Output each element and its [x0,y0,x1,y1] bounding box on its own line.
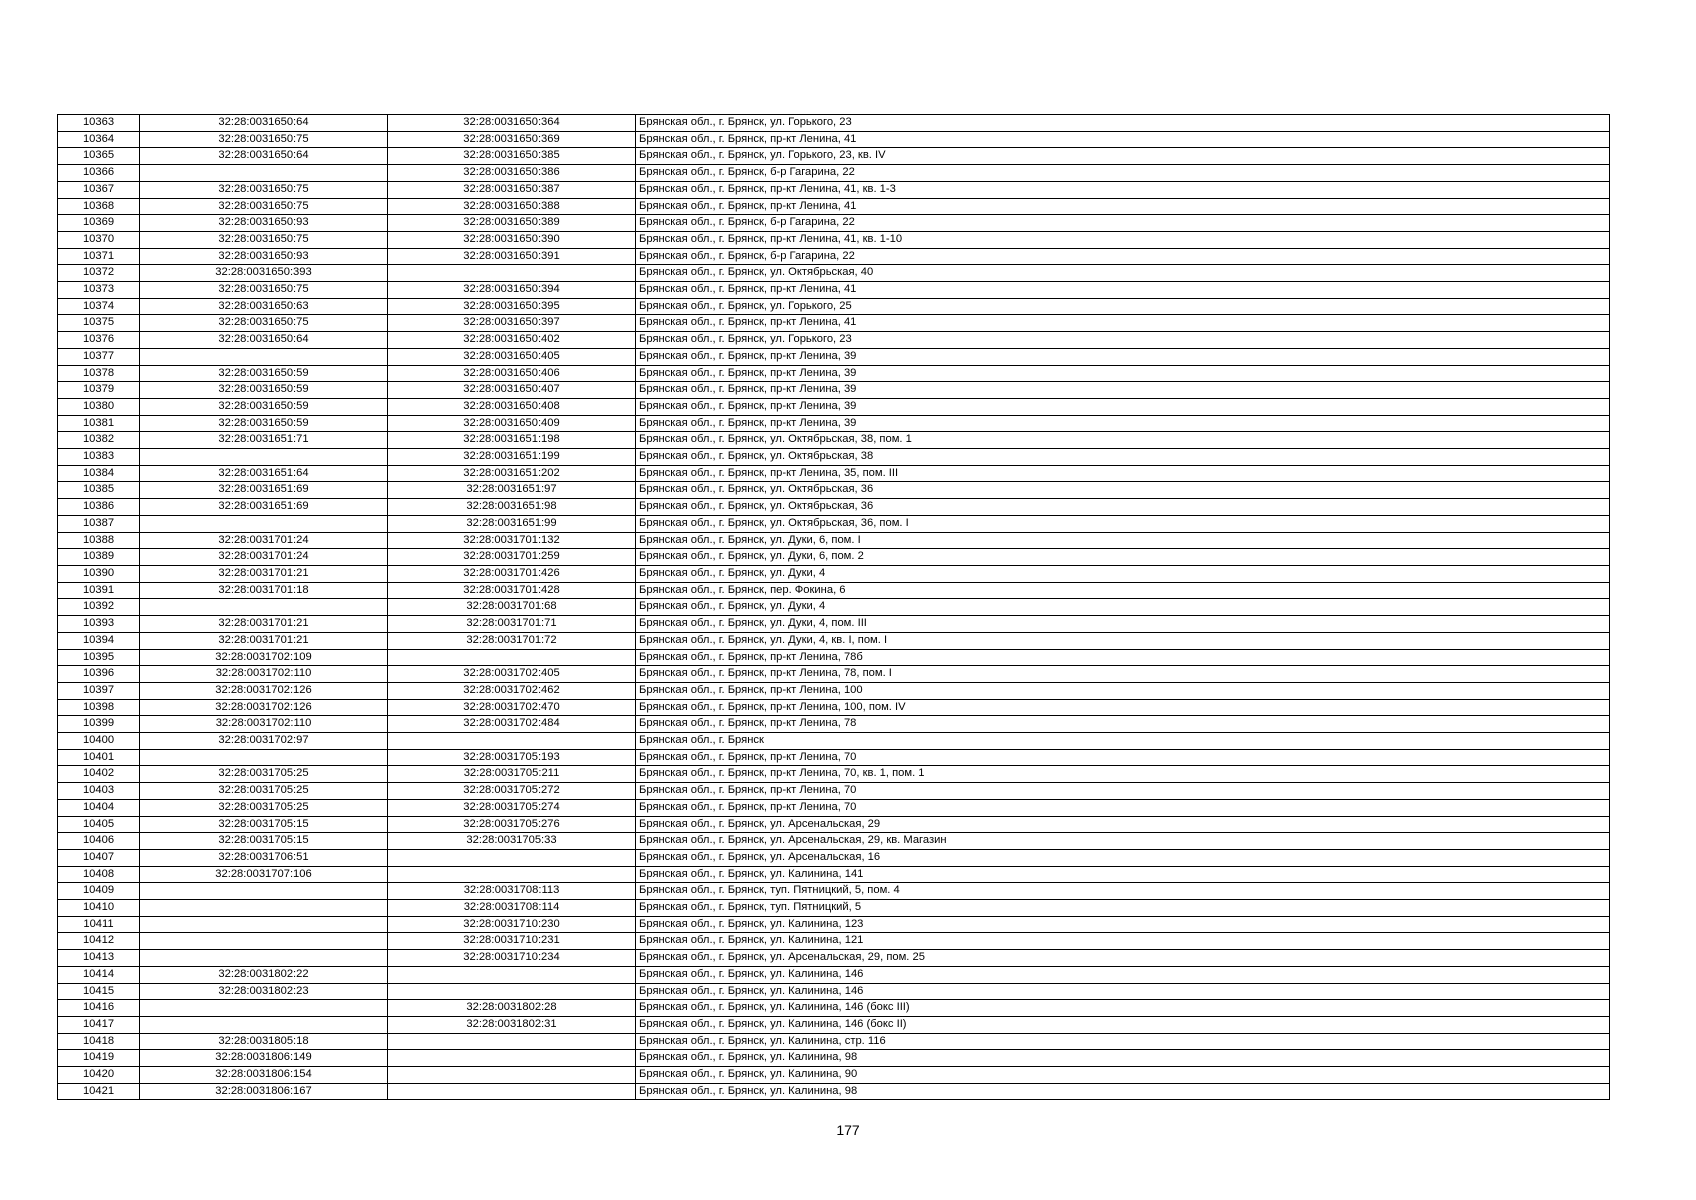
row-number-cell: 10411 [58,916,140,933]
row-number-cell: 10371 [58,248,140,265]
table-row [58,449,1610,466]
cadastral-number-cell: 32:28:0031806:154 [140,1067,388,1084]
row-number-cell: 10413 [58,950,140,967]
row-number-cell: 10365 [58,148,140,165]
cadastral-number-cell: 32:28:0031701:24 [140,532,388,549]
object-cadastral-number-cell: 32:28:0031701:68 [388,599,636,616]
address-cell: Брянская обл., г. Брянск, ул. Октябрьская, 36 [636,482,1610,499]
address-cell: Брянская обл., г. Брянск, ул. Дуки, 4 [636,599,1610,616]
address-cell: Брянская обл., г. Брянск, пр-кт Ленина, 41, кв. 1-10 [636,231,1610,248]
row-number-cell: 10406 [58,833,140,850]
object-cadastral-number-cell: 32:28:0031705:33 [388,833,636,850]
cadastral-number-cell [140,165,388,182]
table-row [58,465,1610,482]
object-cadastral-number-cell: 32:28:0031708:113 [388,883,636,900]
table-row [58,666,1610,683]
cadastral-number-cell: 32:28:0031650:75 [140,198,388,215]
table-row [58,265,1610,282]
row-number-cell: 10367 [58,181,140,198]
cadastral-number-cell: 32:28:0031650:59 [140,365,388,382]
object-cadastral-number-cell: 32:28:0031710:230 [388,916,636,933]
table-row [58,432,1610,449]
address-cell: Брянская обл., г. Брянск, пр-кт Ленина, 70, кв. 1, пом. 1 [636,766,1610,783]
address-cell: Брянская обл., г. Брянск, пр-кт Ленина, 70 [636,749,1610,766]
row-number-cell: 10416 [58,1000,140,1017]
cadastral-number-cell: 32:28:0031806:149 [140,1050,388,1067]
cadastral-number-cell [140,348,388,365]
row-number-cell: 10382 [58,432,140,449]
cadastral-number-cell: 32:28:0031805:18 [140,1033,388,1050]
object-cadastral-number-cell: 32:28:0031701:132 [388,532,636,549]
cadastral-number-cell: 32:28:0031701:21 [140,616,388,633]
address-cell: Брянская обл., г. Брянск, пр-кт Ленина, 70 [636,783,1610,800]
row-number-cell: 10383 [58,449,140,466]
address-cell: Брянская обл., г. Брянск, ул. Калинина, стр. 116 [636,1033,1610,1050]
cadastral-number-cell: 32:28:0031702:126 [140,699,388,716]
address-cell: Брянская обл., г. Брянск, ул. Октябрьская, 38, пом. 1 [636,432,1610,449]
table-row [58,766,1610,783]
row-number-cell: 10401 [58,749,140,766]
cadastral-number-cell: 32:28:0031650:59 [140,382,388,399]
table-row [58,231,1610,248]
table-row [58,716,1610,733]
object-cadastral-number-cell [388,733,636,750]
table-row [58,1083,1610,1100]
row-number-cell: 10380 [58,398,140,415]
table-row [58,1033,1610,1050]
address-cell: Брянская обл., г. Брянск, пр-кт Ленина, 39 [636,382,1610,399]
row-number-cell: 10418 [58,1033,140,1050]
table-row [58,298,1610,315]
object-cadastral-number-cell: 32:28:0031651:199 [388,449,636,466]
object-cadastral-number-cell: 32:28:0031650:402 [388,332,636,349]
row-number-cell: 10385 [58,482,140,499]
cadastral-number-cell: 32:28:0031705:15 [140,816,388,833]
cadastral-number-cell: 32:28:0031705:25 [140,799,388,816]
cadastral-number-cell [140,916,388,933]
address-cell: Брянская обл., г. Брянск, ул. Дуки, 6, пом. 2 [636,549,1610,566]
table-row [58,1016,1610,1033]
table-row [58,649,1610,666]
table-row [58,549,1610,566]
table-row [58,398,1610,415]
table-row [58,515,1610,532]
row-number-cell: 10389 [58,549,140,566]
table-row [58,532,1610,549]
address-cell: Брянская обл., г. Брянск, пр-кт Ленина, 39 [636,348,1610,365]
cadastral-number-cell: 32:28:0031650:393 [140,265,388,282]
object-cadastral-number-cell: 32:28:0031650:397 [388,315,636,332]
address-cell: Брянская обл., г. Брянск, б-р Гагарина, 22 [636,165,1610,182]
object-cadastral-number-cell: 32:28:0031650:405 [388,348,636,365]
object-cadastral-number-cell [388,966,636,983]
object-cadastral-number-cell: 32:28:0031702:470 [388,699,636,716]
table-row [58,365,1610,382]
object-cadastral-number-cell: 32:28:0031650:391 [388,248,636,265]
object-cadastral-number-cell [388,983,636,1000]
row-number-cell: 10407 [58,849,140,866]
row-number-cell: 10374 [58,298,140,315]
object-cadastral-number-cell: 32:28:0031701:259 [388,549,636,566]
object-cadastral-number-cell: 32:28:0031701:426 [388,565,636,582]
object-cadastral-number-cell: 32:28:0031650:387 [388,181,636,198]
object-cadastral-number-cell: 32:28:0031708:114 [388,900,636,917]
object-cadastral-number-cell: 32:28:0031650:407 [388,382,636,399]
address-cell: Брянская обл., г. Брянск, пр-кт Ленина, 39 [636,415,1610,432]
address-cell: Брянская обл., г. Брянск, ул. Арсенальская, 29, кв. Магазин [636,833,1610,850]
row-number-cell: 10388 [58,532,140,549]
row-number-cell: 10408 [58,866,140,883]
cadastral-number-cell: 32:28:0031701:24 [140,549,388,566]
cadastral-number-cell: 32:28:0031650:75 [140,231,388,248]
cadastral-number-cell: 32:28:0031702:126 [140,682,388,699]
address-cell: Брянская обл., г. Брянск, ул. Октябрьская, 40 [636,265,1610,282]
address-cell: Брянская обл., г. Брянск, ул. Арсенальская, 16 [636,849,1610,866]
address-cell: Брянская обл., г. Брянск, ул. Калинина, 90 [636,1067,1610,1084]
address-cell: Брянская обл., г. Брянск, пр-кт Ленина, 39 [636,398,1610,415]
table-row [58,181,1610,198]
object-cadastral-number-cell: 32:28:0031802:28 [388,1000,636,1017]
address-cell: Брянская обл., г. Брянск, ул. Калинина, 123 [636,916,1610,933]
table-row [58,248,1610,265]
row-number-cell: 10387 [58,515,140,532]
address-cell: Брянская обл., г. Брянск, ул. Калинина, 98 [636,1083,1610,1100]
cadastral-number-cell: 32:28:0031706:51 [140,849,388,866]
cadastral-number-cell: 32:28:0031650:59 [140,415,388,432]
cadastral-number-cell: 32:28:0031650:64 [140,148,388,165]
row-number-cell: 10384 [58,465,140,482]
object-cadastral-number-cell: 32:28:0031650:389 [388,215,636,232]
address-cell: Брянская обл., г. Брянск, туп. Пятницкий, 5, пом. 4 [636,883,1610,900]
row-number-cell: 10379 [58,382,140,399]
row-number-cell: 10364 [58,131,140,148]
address-cell: Брянская обл., г. Брянск, пер. Фокина, 6 [636,582,1610,599]
table-row [58,749,1610,766]
object-cadastral-number-cell: 32:28:0031651:99 [388,515,636,532]
table-row [58,1067,1610,1084]
object-cadastral-number-cell: 32:28:0031701:428 [388,582,636,599]
table-row [58,1050,1610,1067]
cadastral-number-cell: 32:28:0031651:71 [140,432,388,449]
object-cadastral-number-cell: 32:28:0031705:274 [388,799,636,816]
row-number-cell: 10366 [58,165,140,182]
row-number-cell: 10373 [58,282,140,299]
table-row [58,733,1610,750]
row-number-cell: 10390 [58,565,140,582]
object-cadastral-number-cell [388,849,636,866]
table-row [58,799,1610,816]
object-cadastral-number-cell: 32:28:0031702:405 [388,666,636,683]
register-table [57,114,1610,1100]
address-cell: Брянская обл., г. Брянск, б-р Гагарина, 22 [636,248,1610,265]
address-cell: Брянская обл., г. Брянск, пр-кт Ленина, 70 [636,799,1610,816]
cadastral-number-cell: 32:28:0031651:64 [140,465,388,482]
table-row [58,849,1610,866]
address-cell: Брянская обл., г. Брянск, туп. Пятницкий, 5 [636,900,1610,917]
object-cadastral-number-cell: 32:28:0031650:409 [388,415,636,432]
address-cell: Брянская обл., г. Брянск, пр-кт Ленина, 41 [636,131,1610,148]
object-cadastral-number-cell: 32:28:0031705:193 [388,749,636,766]
row-number-cell: 10420 [58,1067,140,1084]
object-cadastral-number-cell: 32:28:0031650:390 [388,231,636,248]
table-row [58,332,1610,349]
row-number-cell: 10397 [58,682,140,699]
object-cadastral-number-cell: 32:28:0031701:71 [388,616,636,633]
object-cadastral-number-cell: 32:28:0031650:385 [388,148,636,165]
row-number-cell: 10410 [58,900,140,917]
row-number-cell: 10386 [58,499,140,516]
address-cell: Брянская обл., г. Брянск, пр-кт Ленина, 100 [636,682,1610,699]
row-number-cell: 10375 [58,315,140,332]
row-number-cell: 10414 [58,966,140,983]
row-number-cell: 10393 [58,616,140,633]
row-number-cell: 10403 [58,783,140,800]
address-cell: Брянская обл., г. Брянск, пр-кт Ленина, 41 [636,198,1610,215]
cadastral-number-cell: 32:28:0031650:59 [140,398,388,415]
cadastral-number-cell: 32:28:0031705:25 [140,783,388,800]
object-cadastral-number-cell: 32:28:0031651:98 [388,499,636,516]
object-cadastral-number-cell [388,1067,636,1084]
address-cell: Брянская обл., г. Брянск, пр-кт Ленина, 39 [636,365,1610,382]
address-cell: Брянская обл., г. Брянск, пр-кт Ленина, 78 [636,716,1610,733]
row-number-cell: 10376 [58,332,140,349]
object-cadastral-number-cell: 32:28:0031650:386 [388,165,636,182]
table-row [58,616,1610,633]
cadastral-number-cell: 32:28:0031650:93 [140,215,388,232]
table-row [58,382,1610,399]
address-cell: Брянская обл., г. Брянск, пр-кт Ленина, 41 [636,282,1610,299]
table-row [58,983,1610,1000]
row-number-cell: 10409 [58,883,140,900]
object-cadastral-number-cell: 32:28:0031705:211 [388,766,636,783]
table-row [58,1000,1610,1017]
table-row [58,966,1610,983]
cadastral-number-cell: 32:28:0031651:69 [140,499,388,516]
address-cell: Брянская обл., г. Брянск, ул. Арсенальская, 29, пом. 25 [636,950,1610,967]
object-cadastral-number-cell: 32:28:0031701:72 [388,632,636,649]
row-number-cell: 10391 [58,582,140,599]
object-cadastral-number-cell: 32:28:0031710:234 [388,950,636,967]
address-cell: Брянская обл., г. Брянск, ул. Дуки, 4, кв. I, пом. I [636,632,1610,649]
cadastral-number-cell: 32:28:0031702:109 [140,649,388,666]
cadastral-number-cell: 32:28:0031650:64 [140,115,388,132]
row-number-cell: 10368 [58,198,140,215]
table-row [58,282,1610,299]
table-row [58,933,1610,950]
address-cell: Брянская обл., г. Брянск, ул. Калинина, 98 [636,1050,1610,1067]
row-number-cell: 10415 [58,983,140,1000]
table-row [58,415,1610,432]
address-cell: Брянская обл., г. Брянск, пр-кт Ленина, 41 [636,315,1610,332]
cadastral-number-cell: 32:28:0031650:75 [140,181,388,198]
row-number-cell: 10421 [58,1083,140,1100]
cadastral-number-cell [140,900,388,917]
row-number-cell: 10372 [58,265,140,282]
cadastral-number-cell: 32:28:0031806:167 [140,1083,388,1100]
table-row [58,348,1610,365]
address-cell: Брянская обл., г. Брянск, ул. Октябрьская, 36 [636,499,1610,516]
page-number: 177 [836,1122,860,1138]
cadastral-number-cell: 32:28:0031650:93 [140,248,388,265]
row-number-cell: 10381 [58,415,140,432]
address-cell: Брянская обл., г. Брянск, ул. Горького, 23 [636,115,1610,132]
address-cell: Брянская обл., г. Брянск, пр-кт Ленина, 41, кв. 1-3 [636,181,1610,198]
table-row [58,900,1610,917]
table-row [58,315,1610,332]
table-row [58,165,1610,182]
object-cadastral-number-cell: 32:28:0031651:198 [388,432,636,449]
table-row [58,883,1610,900]
cadastral-number-cell: 32:28:0031650:75 [140,131,388,148]
row-number-cell: 10369 [58,215,140,232]
table-row [58,565,1610,582]
object-cadastral-number-cell [388,265,636,282]
row-number-cell: 10392 [58,599,140,616]
object-cadastral-number-cell: 32:28:0031650:408 [388,398,636,415]
address-cell: Брянская обл., г. Брянск, ул. Октябрьская, 36, пом. I [636,515,1610,532]
address-cell: Брянская обл., г. Брянск, ул. Калинина, 146 [636,966,1610,983]
address-cell: Брянская обл., г. Брянск, ул. Калинина, 146 (бокс II) [636,1016,1610,1033]
table-row [58,833,1610,850]
object-cadastral-number-cell: 32:28:0031702:462 [388,682,636,699]
cadastral-number-cell [140,1016,388,1033]
table-row [58,699,1610,716]
address-cell: Брянская обл., г. Брянск, пр-кт Ленина, 78, пом. I [636,666,1610,683]
table-row [58,916,1610,933]
address-cell: Брянская обл., г. Брянск, пр-кт Ленина, 78б [636,649,1610,666]
object-cadastral-number-cell [388,866,636,883]
object-cadastral-number-cell: 32:28:0031650:406 [388,365,636,382]
row-number-cell: 10395 [58,649,140,666]
address-cell: Брянская обл., г. Брянск, б-р Гагарина, 22 [636,215,1610,232]
table-row [58,783,1610,800]
address-cell: Брянская обл., г. Брянск, ул. Горького, 23 [636,332,1610,349]
row-number-cell: 10370 [58,231,140,248]
table-row [58,599,1610,616]
object-cadastral-number-cell: 32:28:0031650:369 [388,131,636,148]
object-cadastral-number-cell: 32:28:0031710:231 [388,933,636,950]
cadastral-number-cell [140,599,388,616]
object-cadastral-number-cell: 32:28:0031651:202 [388,465,636,482]
address-cell: Брянская обл., г. Брянск, ул. Горького, 25 [636,298,1610,315]
cadastral-number-cell: 32:28:0031650:75 [140,315,388,332]
cadastral-number-cell [140,1000,388,1017]
row-number-cell: 10363 [58,115,140,132]
row-number-cell: 10402 [58,766,140,783]
object-cadastral-number-cell: 32:28:0031650:394 [388,282,636,299]
table-row [58,816,1610,833]
row-number-cell: 10417 [58,1016,140,1033]
cadastral-number-cell: 32:28:0031701:21 [140,565,388,582]
table-row [58,115,1610,132]
address-cell: Брянская обл., г. Брянск, ул. Горького, 23, кв. IV [636,148,1610,165]
object-cadastral-number-cell [388,649,636,666]
cadastral-number-cell: 32:28:0031651:69 [140,482,388,499]
address-cell: Брянская обл., г. Брянск, ул. Дуки, 6, пом. I [636,532,1610,549]
cadastral-number-cell [140,883,388,900]
object-cadastral-number-cell [388,1050,636,1067]
cadastral-number-cell: 32:28:0031701:18 [140,582,388,599]
cadastral-number-cell: 32:28:0031701:21 [140,632,388,649]
cadastral-number-cell: 32:28:0031702:110 [140,666,388,683]
table-row [58,131,1610,148]
address-cell: Брянская обл., г. Брянск [636,733,1610,750]
table-row [58,632,1610,649]
address-cell: Брянская обл., г. Брянск, ул. Калинина, 141 [636,866,1610,883]
cadastral-number-cell: 32:28:0031650:75 [140,282,388,299]
row-number-cell: 10394 [58,632,140,649]
cadastral-number-cell: 32:28:0031650:64 [140,332,388,349]
address-cell: Брянская обл., г. Брянск, ул. Дуки, 4, пом. III [636,616,1610,633]
row-number-cell: 10419 [58,1050,140,1067]
table-row [58,215,1610,232]
table-row [58,682,1610,699]
row-number-cell: 10396 [58,666,140,683]
object-cadastral-number-cell: 32:28:0031650:388 [388,198,636,215]
address-cell: Брянская обл., г. Брянск, пр-кт Ленина, 100, пом. IV [636,699,1610,716]
object-cadastral-number-cell: 32:28:0031650:364 [388,115,636,132]
cadastral-number-cell [140,749,388,766]
cadastral-number-cell [140,950,388,967]
row-number-cell: 10412 [58,933,140,950]
object-cadastral-number-cell: 32:28:0031705:276 [388,816,636,833]
object-cadastral-number-cell [388,1033,636,1050]
cadastral-number-cell: 32:28:0031702:110 [140,716,388,733]
cadastral-number-cell [140,515,388,532]
object-cadastral-number-cell: 32:28:0031650:395 [388,298,636,315]
cadastral-number-cell: 32:28:0031802:23 [140,983,388,1000]
address-cell: Брянская обл., г. Брянск, пр-кт Ленина, 35, пом. III [636,465,1610,482]
row-number-cell: 10404 [58,799,140,816]
table-row [58,582,1610,599]
object-cadastral-number-cell: 32:28:0031802:31 [388,1016,636,1033]
register-table-body [58,115,1610,1100]
cadastral-number-cell [140,449,388,466]
table-row [58,499,1610,516]
row-number-cell: 10400 [58,733,140,750]
cadastral-number-cell: 32:28:0031702:97 [140,733,388,750]
cadastral-number-cell: 32:28:0031705:25 [140,766,388,783]
table-row [58,482,1610,499]
address-cell: Брянская обл., г. Брянск, ул. Калинина, 121 [636,933,1610,950]
row-number-cell: 10398 [58,699,140,716]
object-cadastral-number-cell: 32:28:0031651:97 [388,482,636,499]
address-cell: Брянская обл., г. Брянск, ул. Калинина, 146 (бокс III) [636,1000,1610,1017]
table-row [58,950,1610,967]
cadastral-number-cell: 32:28:0031707:106 [140,866,388,883]
table-row [58,866,1610,883]
object-cadastral-number-cell: 32:28:0031705:272 [388,783,636,800]
row-number-cell: 10399 [58,716,140,733]
object-cadastral-number-cell [388,1083,636,1100]
table-row [58,148,1610,165]
address-cell: Брянская обл., г. Брянск, ул. Арсенальская, 29 [636,816,1610,833]
address-cell: Брянская обл., г. Брянск, ул. Калинина, 146 [636,983,1610,1000]
object-cadastral-number-cell: 32:28:0031702:484 [388,716,636,733]
cadastral-number-cell: 32:28:0031705:15 [140,833,388,850]
address-cell: Брянская обл., г. Брянск, ул. Октябрьская, 38 [636,449,1610,466]
table-row [58,198,1610,215]
cadastral-number-cell: 32:28:0031802:22 [140,966,388,983]
cadastral-number-cell [140,933,388,950]
row-number-cell: 10405 [58,816,140,833]
row-number-cell: 10378 [58,365,140,382]
cadastral-number-cell: 32:28:0031650:63 [140,298,388,315]
row-number-cell: 10377 [58,348,140,365]
address-cell: Брянская обл., г. Брянск, ул. Дуки, 4 [636,565,1610,582]
